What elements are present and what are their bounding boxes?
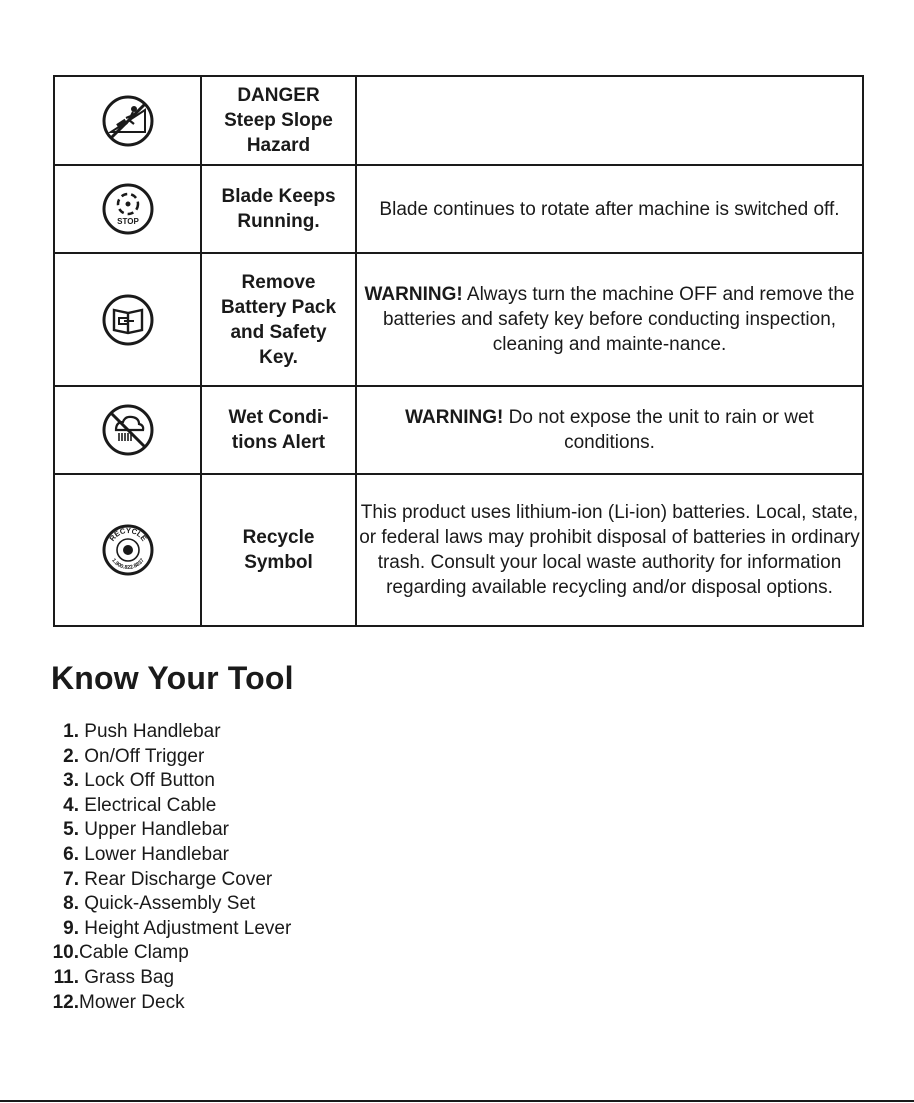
symbol-description xyxy=(356,253,863,386)
safety-symbols-table xyxy=(53,75,864,627)
item-label: Lock Off Button xyxy=(84,770,215,792)
item-number: 9. xyxy=(63,917,79,939)
list-item xyxy=(51,843,291,868)
footer-divider xyxy=(0,1100,914,1102)
symbol-description xyxy=(356,76,863,165)
description-text: Always turn the machine OFF and remove the batteries and safety key before conducting inspection, cleaning and mainte-nance. xyxy=(382,284,855,355)
svg-text:RECYCLE xyxy=(107,526,148,543)
list-item xyxy=(51,769,291,794)
item-label: Quick-Assembly Set xyxy=(84,893,256,915)
list-item xyxy=(51,966,291,991)
symbol-cell xyxy=(54,76,201,165)
symbol-name-text: Recycle Symbol xyxy=(242,527,315,573)
item-number: 10. xyxy=(52,942,79,964)
description-text: Do not expose the unit to rain or wet conditions. xyxy=(508,407,814,453)
item-number: 6. xyxy=(63,843,79,865)
recycle-badge-top-text: RECYCLE xyxy=(106,525,149,543)
list-item xyxy=(51,794,291,819)
list-item xyxy=(51,745,291,770)
table-row xyxy=(54,76,863,165)
remove-battery-manual-icon xyxy=(101,293,155,347)
item-label: Push Handlebar xyxy=(84,721,221,742)
item-number: 8. xyxy=(63,893,79,915)
item-number: 2. xyxy=(63,745,79,767)
symbol-name-text: DANGER Steep Slope Hazard xyxy=(224,85,333,156)
symbol-description xyxy=(356,386,863,474)
symbol-name xyxy=(201,386,356,474)
parts-list xyxy=(51,720,291,1015)
no-rain-icon xyxy=(101,403,155,457)
symbol-name xyxy=(201,474,356,626)
description-text: Blade continues to rotate after machine is switched off. xyxy=(379,198,840,220)
item-label: Lower Handlebar xyxy=(84,843,229,865)
steep-slope-icon xyxy=(101,94,155,148)
warning-label: WARNING! xyxy=(364,284,463,305)
item-label: Upper Handlebar xyxy=(84,819,229,841)
item-label: Electrical Cable xyxy=(84,794,217,816)
svg-text:STOP: STOP xyxy=(116,217,139,226)
symbol-cell xyxy=(54,253,201,386)
item-number: 1. xyxy=(63,721,79,742)
item-number: 5. xyxy=(63,819,79,841)
table-row xyxy=(54,253,863,386)
symbol-name xyxy=(201,253,356,386)
item-number: 12. xyxy=(52,991,79,1013)
list-item xyxy=(51,941,291,966)
symbol-name xyxy=(201,165,356,253)
list-item xyxy=(51,818,291,843)
table-row xyxy=(54,386,863,474)
recycle-badge-bottom-text: 1.800.822.8837 xyxy=(109,557,146,572)
list-item xyxy=(51,991,291,1016)
list-item xyxy=(51,892,291,917)
item-number: 4. xyxy=(63,794,79,816)
symbol-description xyxy=(356,474,863,626)
item-label: Grass Bag xyxy=(84,966,175,988)
description-text: This product uses lithium-ion (Li-ion) batteries. Local, state, or federal laws may prohibit disposal of batteries in ordinary trash. Consult your local waste authority for information regarding available recycling and/or disposal options. xyxy=(359,502,860,598)
warning-label: WARNING! xyxy=(405,407,504,428)
symbol-cell xyxy=(54,386,201,474)
item-label: Cable Clamp xyxy=(79,942,189,964)
symbol-description xyxy=(356,165,863,253)
table-row xyxy=(54,165,863,253)
item-number: 7. xyxy=(63,868,79,890)
item-label: On/Off Trigger xyxy=(84,745,205,767)
symbol-cell xyxy=(54,474,201,626)
symbol-name xyxy=(201,76,356,165)
blade-stop-icon xyxy=(101,182,155,236)
list-item xyxy=(51,720,291,745)
symbol-name-text: Blade Keeps Running. xyxy=(221,186,336,232)
symbol-name-text: Wet Condi- tions Alert xyxy=(228,407,329,453)
table-row xyxy=(54,474,863,626)
item-label: Height Adjustment Lever xyxy=(84,917,292,939)
section-title: Know Your Tool xyxy=(51,660,294,696)
item-number: 11. xyxy=(53,966,79,988)
recycle-icon xyxy=(101,523,155,577)
list-item xyxy=(51,868,291,893)
list-item xyxy=(51,917,291,942)
item-label: Rear Discharge Cover xyxy=(84,868,273,890)
symbol-cell xyxy=(54,165,201,253)
item-label: Mower Deck xyxy=(79,991,185,1013)
item-number: 3. xyxy=(63,770,79,792)
symbol-name-text: Remove Battery Pack and Safety Key. xyxy=(220,271,337,368)
